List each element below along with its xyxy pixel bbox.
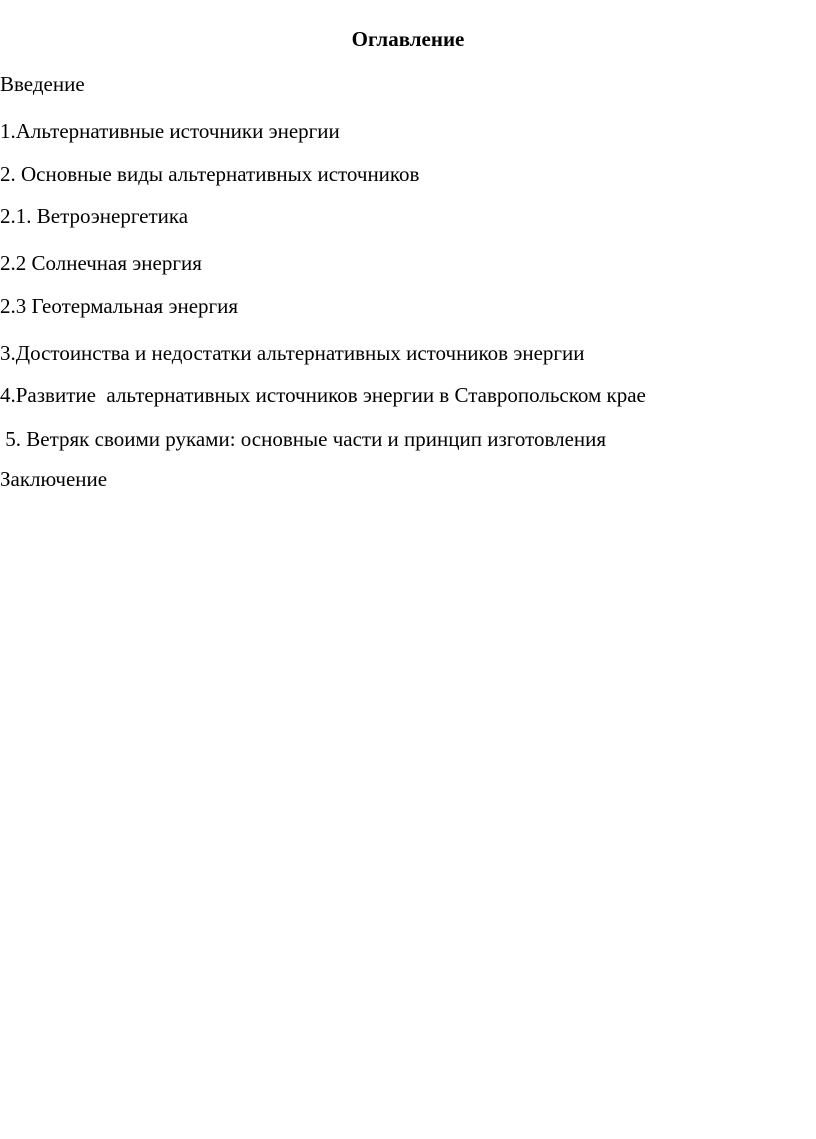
toc-entry-conclusion: Заключение <box>0 467 108 491</box>
page-title: Оглавление <box>351 27 465 51</box>
toc-entry-2-3: 2.3 Геотермальная энергия <box>0 294 239 318</box>
toc-entry-2: 2. Основные виды альтернативных источников <box>0 162 420 186</box>
toc-entry-2-1: 2.1. Ветроэнергетика <box>0 204 189 228</box>
toc-entry-4: 4.Развитие альтернативных источников энергии в Ставропольском крае <box>0 383 646 407</box>
toc-entry-3: 3.Достоинства и недостатки альтернативных источников энергии <box>0 341 585 365</box>
toc-entry-5: 5. Ветряк своими руками: основные части и принцип изготовления <box>0 427 607 451</box>
toc-entry-introduction: Введение <box>0 72 85 96</box>
toc-entry-1: 1.Альтернативные источники энергии <box>0 119 340 143</box>
toc-entry-2-2: 2.2 Солнечная энергия <box>0 251 202 275</box>
